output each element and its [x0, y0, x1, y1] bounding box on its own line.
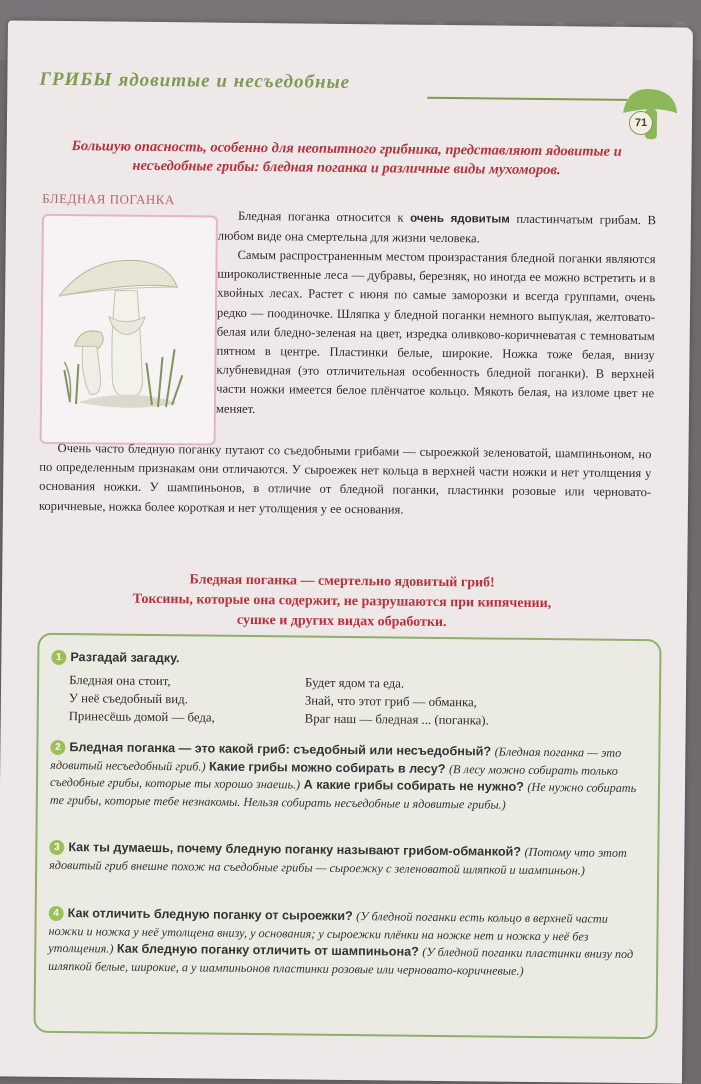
question-text: Как отличить бледную поганку от сыроежки?	[67, 906, 353, 924]
riddle-right	[305, 674, 490, 730]
answer-text: (Не нужно собирать те грибы, которые тебе незнакомы. Нельзя собирать несъедобные и ядовитые грибы.)	[49, 779, 637, 812]
para2-text: Самым распространенным местом произрастания бледной поганки являются широколиственные леса — дубравы, березняк, но иногда ее можно встретить и в хвойных лесах. Растет с июня по самые заморозки и всегда группами, очень редко — поодиночке. Шляпка у бледной поганки немного выпуклая, желтовато-белая или бледно-зеленая на цвет, изредка оливково-коричневатая с темноватым пятном в центре. Пластинки белые, широкие. Ножка тоже белая, внизу клубневидная (это отличительная особенность бледной поганки). В верхней части ножки имеется белое плёнчатое кольцо. Мякоть белая, на изломе цвет не меняет.	[215, 247, 656, 416]
paragraph-2	[216, 246, 656, 423]
answer-text: (В лесу можно собирать только съедобные грибы, которые ты хорошо знаешь.)	[49, 761, 618, 792]
warning-line-2: Токсины, которые она содержит, не разрушаются при кипячении,	[132, 591, 552, 612]
illustration-frame	[40, 214, 218, 446]
riddle-left	[69, 671, 216, 727]
mushroom-corner-icon	[617, 83, 682, 142]
question-text: Какие грибы можно собирать в лесу?	[208, 759, 446, 776]
section-title: БЛЕДНАЯ ПОГАНКА	[42, 190, 175, 208]
riddle-line: Знай, что этот гриб — обманка,	[304, 693, 477, 710]
riddle-line: Принесёшь домой — беда,	[68, 709, 215, 725]
question-2	[50, 739, 647, 815]
book-page	[0, 20, 693, 1083]
answer-text: (Потому что этот ядовитый гриб внешне похож на съедобные грибы — сыроежку с зеленоватой шляпкой и шампиньон.)	[49, 844, 627, 877]
para1-bold: очень ядовитым	[410, 212, 510, 226]
question-number: 3	[49, 840, 64, 855]
warning-line-3: сушке и других видах обработки.	[236, 612, 447, 631]
question-1	[51, 649, 179, 668]
questions-box	[33, 633, 661, 1040]
death-cap-illustration	[48, 236, 210, 428]
question-number: 1	[51, 650, 66, 665]
question-text: Разгадай загадку.	[70, 650, 180, 666]
question-number: 2	[50, 740, 65, 755]
page-header-title: ГРИБЫ ядовитые и несъедобные	[39, 68, 351, 93]
question-text: Как бледную поганку отличить от шампиньона?	[116, 941, 419, 959]
warning-text	[62, 569, 623, 635]
riddle-line: Бледная она стоит,	[69, 673, 171, 689]
intro-text: Большую опасность, особенно для неопытного грибника, представляют ядовитые и несъедобные грибы: бледная поганка и различные виды мухоморов.	[71, 138, 622, 179]
question-number: 4	[49, 906, 64, 921]
para1-text: Бледная поганка относится к	[237, 208, 411, 225]
page-number: 71	[629, 111, 653, 135]
question-text: Бледная поганка — это какой гриб: съедобный или несъедобный?	[69, 740, 492, 759]
riddle-line: Будет ядом та еда.	[305, 675, 405, 691]
question-text: Как ты думаешь, почему бледную поганку называют грибом-обманкой?	[68, 840, 522, 859]
question-4	[48, 905, 645, 981]
warning-line-1: Бледная поганка — смертельно ядовитый гриб!	[189, 572, 495, 591]
paragraph-1	[218, 207, 656, 251]
answer-text: (У бледной поганки есть кольцо в верхней части ножки и ножка у неё утолщена внизу, у основания; у сыроежки плёнки на ножке нет и ножка у неё без утолщения.)	[48, 909, 608, 956]
header-rule	[427, 97, 627, 101]
para1-text-end: пластинчатым грибам. В любом виде она смертельна для жизни человека.	[217, 211, 657, 246]
question-text: А какие грибы собирать не нужно?	[303, 777, 524, 794]
answer-text: (У бледной поганки пластинки внизу под шляпкой белые, широкие, а у шампиньонов пластинки розовые или черновато-коричневые.)	[48, 944, 634, 978]
riddle-line: У неё съедобный вид.	[68, 691, 188, 707]
question-3	[49, 839, 645, 880]
paragraph-3: Очень часто бледную поганку путают со съедобными грибами — сыроежкой зеленоватой, шампиньоном, но по определенным признакам они отличаются. У сыроежек нет кольца в верхней части ножки и нет утолщения у основания ножки. У шампиньонов, в отличие от бледной поганки, пластинки розовые или черновато-коричневые, ножка более короткая и нет утолщения у ее основания.	[38, 440, 652, 517]
riddle-line: Враг наш — бледная ... (поганка).	[304, 711, 489, 728]
answer-text: (Бледная поганка — это ядовитый несъедобный гриб.)	[50, 744, 622, 774]
